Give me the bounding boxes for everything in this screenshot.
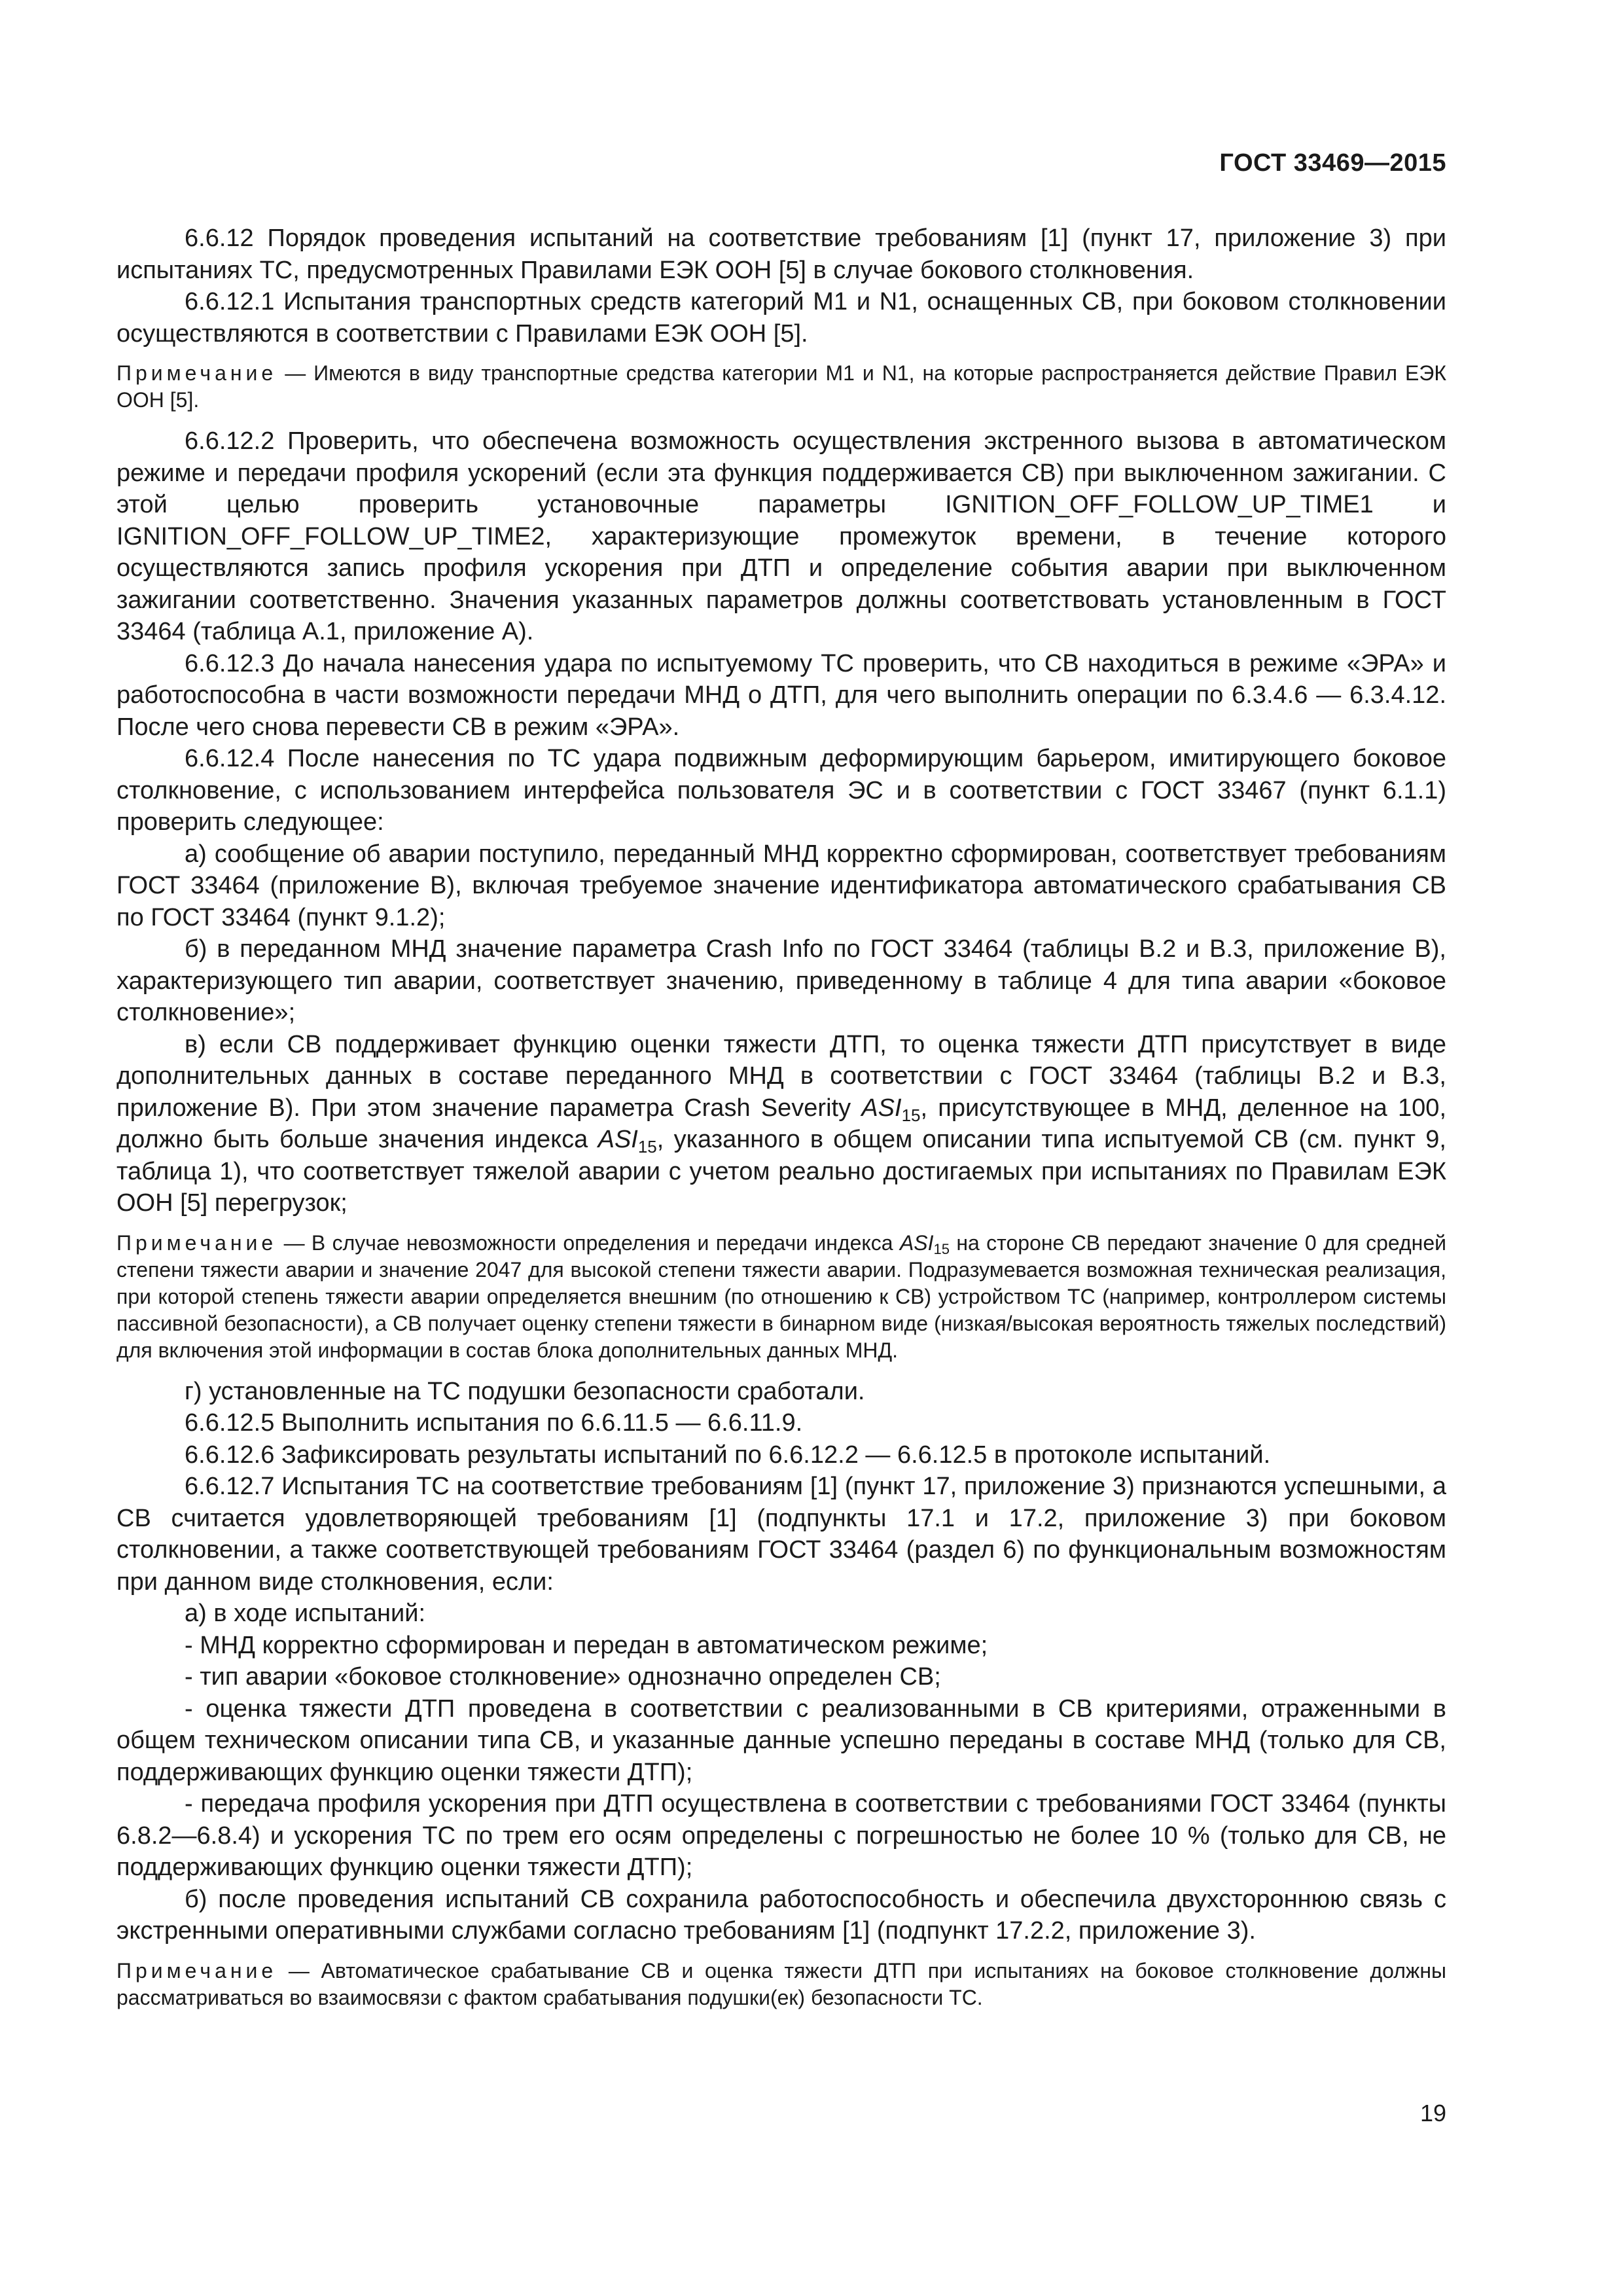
- note-label: Примечание: [116, 1958, 277, 1982]
- document-body: [116, 223, 1446, 2023]
- item-b: б) в переданном МНД значение параметра Crash Info по ГОСТ 33464 (таблицы В.2 и В.3, приложение В), характеризующего тип аварии, соответствует значению, приведенному в таблице 4 для типа аварии «боковое столкновение»;: [116, 935, 1446, 1026]
- note-label: Примечание: [116, 361, 277, 385]
- page-number: 19: [1419, 2100, 1446, 2126]
- paragraph-6-6-12-1: 6.6.12.1 Испытания транспортных средств категорий М1 и N1, оснащенных СВ, при боковом столкновении осуществляются в соответствии с Правилами ЕЭК ООН [5].: [116, 288, 1446, 348]
- asi-symbol: ASI: [861, 1094, 902, 1122]
- asi-subscript: 15: [933, 1240, 950, 1257]
- note-1-text: — Имеются в виду транспортные средства категории М1 и N1, на которые распространяется действие Правил ЕЭК ООН [5].: [116, 361, 1446, 412]
- document-code: ГОСТ 33469—2015: [1219, 149, 1446, 177]
- item-v: [116, 1029, 1446, 1219]
- paragraph-6-6-12-6: 6.6.12.6 Зафиксировать результаты испытаний по 6.6.12.2 — 6.6.12.5 в протоколе испытаний.: [185, 1441, 1271, 1469]
- note-2-text-1: — В случае невозможности определения и передачи индекса: [277, 1230, 900, 1255]
- paragraph-6-6-12-3: 6.6.12.3 До начала нанесения удара по испытуемому ТС проверить, что СВ находиться в режиме «ЭРА» и работоспособна в части возможности передачи МНД о ДТП, для чего выполнить операции по 6.3.4.6 — 6.3.4.12. После чего снова перевести СВ в режим «ЭРА».: [116, 649, 1446, 741]
- item-g: г) установленные на ТС подушки безопасности сработали.: [185, 1377, 865, 1405]
- note-2-text-2: на стороне СВ передают значение 0 для средней степени тяжести аварии и значение 2047 для высокой степени тяжести аварии. Подразумевается возможная техническая реализация, при которой степень тяжести аварии определяется внешним (по отношению к СВ) устройством ТС (например, контроллером системы пассивной безопасности), а СВ получает оценку степени тяжести в бинарном виде (низкая/высокая вероятность тяжелых последствий) для включения этой информации в состав блока дополнительных данных МНД.: [116, 1230, 1447, 1362]
- paragraph-6-6-12: 6.6.12 Порядок проведения испытаний на соответствие требованиям [1] (пункт 17, приложение 3) при испытаниях ТС, предусмотренных Правилами ЕЭК ООН [5] в случае бокового столкновения.: [116, 224, 1446, 284]
- item-v-text-1: в) если СВ поддерживает функцию оценки тяжести ДТП, то оценка тяжести ДТП присутствует в виде дополнительных данных в составе переданного МНД в соответствии с ГОСТ 33464 (таблицы В.2 и В.3, приложение В). При этом значение параметра Crash Severity: [116, 1030, 1446, 1122]
- dash-item-4: - передача профиля ускорения при ДТП осуществлена в соответствии с требованиями ГОСТ 33464 (пункты 6.8.2—6.8.4) и ускорения ТС по трем его осям определены с погрешностью не более 10 % (только для СВ, не поддерживающих функцию оценки тяжести ДТП);: [116, 1790, 1446, 1881]
- paragraph-6-6-12-2: 6.6.12.2 Проверить, что обеспечена возможность осуществления экстренного вызова в автоматическом режиме и передачи профиля ускорений (если эта функция поддерживается СВ) при выключенном зажигании. С этой целью проверить установочные параметры IGNITION_OFF_FOLLOW_UP_TIME1 и IGNITION_OFF_FOLLOW_UP_TIME2, характеризующие промежуток времени, в течение которого осуществляются запись профиля ускорения при ДТП и определение события аварии при выключенном зажигании соответственно. Значения указанных параметров должны соответствовать установленным в ГОСТ 33464 (таблица А.1, приложение А).: [116, 427, 1446, 645]
- note-label: Примечание: [116, 1230, 277, 1255]
- note-1: [116, 360, 1446, 414]
- note-2: [116, 1230, 1446, 1364]
- dash-item-3: - оценка тяжести ДТП проведена в соответствии с реализованными в СВ критериями, отраженными в общем техническом описании типа СВ, и указанные данные успешно переданы в составе МНД (только для СВ, поддерживающих функцию оценки тяжести ДТП);: [116, 1695, 1446, 1786]
- note-3: [116, 1958, 1446, 2011]
- asi-symbol: ASI: [597, 1126, 638, 1153]
- paragraph-6-6-12-5: 6.6.12.5 Выполнить испытания по 6.6.11.5 — 6.6.11.9.: [185, 1409, 803, 1437]
- note-3-text: — Автоматическое срабатывание СВ и оценка тяжести ДТП при испытаниях на боковое столкновение должны рассматриваться во взаимосвязи с фактом срабатывания подушки(ек) безопасности ТС.: [116, 1958, 1446, 2009]
- item-a: а) сообщение об аварии поступило, переданный МНД корректно сформирован, соответствует требованиям ГОСТ 33464 (приложение В), включая требуемое значение идентификатора автоматического срабатывания СВ по ГОСТ 33464 (пункт 9.1.2);: [116, 840, 1446, 931]
- paragraph-6-6-12-7: 6.6.12.7 Испытания ТС на соответствие требованиям [1] (пункт 17, приложение 3) признаются успешными, а СВ считается удовлетворяющей требованиям [1] (подпункты 17.1 и 17.2, приложение 3) при боковом столкновении, а также соответствующей требованиям ГОСТ 33464 (раздел 6) по функциональным возможностям при данном виде столкновения, если:: [116, 1473, 1446, 1596]
- item-v-text-2: , присутствующее в МНД, деленное на 100, должно быть больше значения индекса: [116, 1094, 1446, 1153]
- dash-item-2: - тип аварии «боковое столкновение» однозначно определен СВ;: [185, 1663, 941, 1691]
- item-b-after-tests: б) после проведения испытаний СВ сохранила работоспособность и обеспечила двухстороннюю связь с экстренными оперативными службами согласно требованиям [1] (подпункт 17.2.2, приложение 3).: [116, 1885, 1446, 1945]
- asi-symbol: ASI: [899, 1230, 934, 1255]
- dash-item-1: - МНД корректно сформирован и передан в автоматическом режиме;: [185, 1631, 988, 1659]
- asi-subscript: 15: [901, 1105, 921, 1125]
- item-v-text-3: , указанного в общем описании типа испытуемой СВ (см. пункт 9, таблица 1), что соответствует тяжелой аварии с учетом реально достигаемых при испытаниях по Правилам ЕЭК ООН [5] перегрузок;: [116, 1126, 1446, 1217]
- paragraph-6-6-12-4: 6.6.12.4 После нанесения по ТС удара подвижным деформирующим барьером, имитирующего боковое столкновение, с использованием интерфейса пользователя ЭС и в соответствии с ГОСТ 33467 (пункт 6.1.1) проверить следующее:: [116, 745, 1446, 836]
- item-a-tests: а) в ходе испытаний:: [185, 1600, 426, 1627]
- asi-subscript: 15: [637, 1137, 657, 1157]
